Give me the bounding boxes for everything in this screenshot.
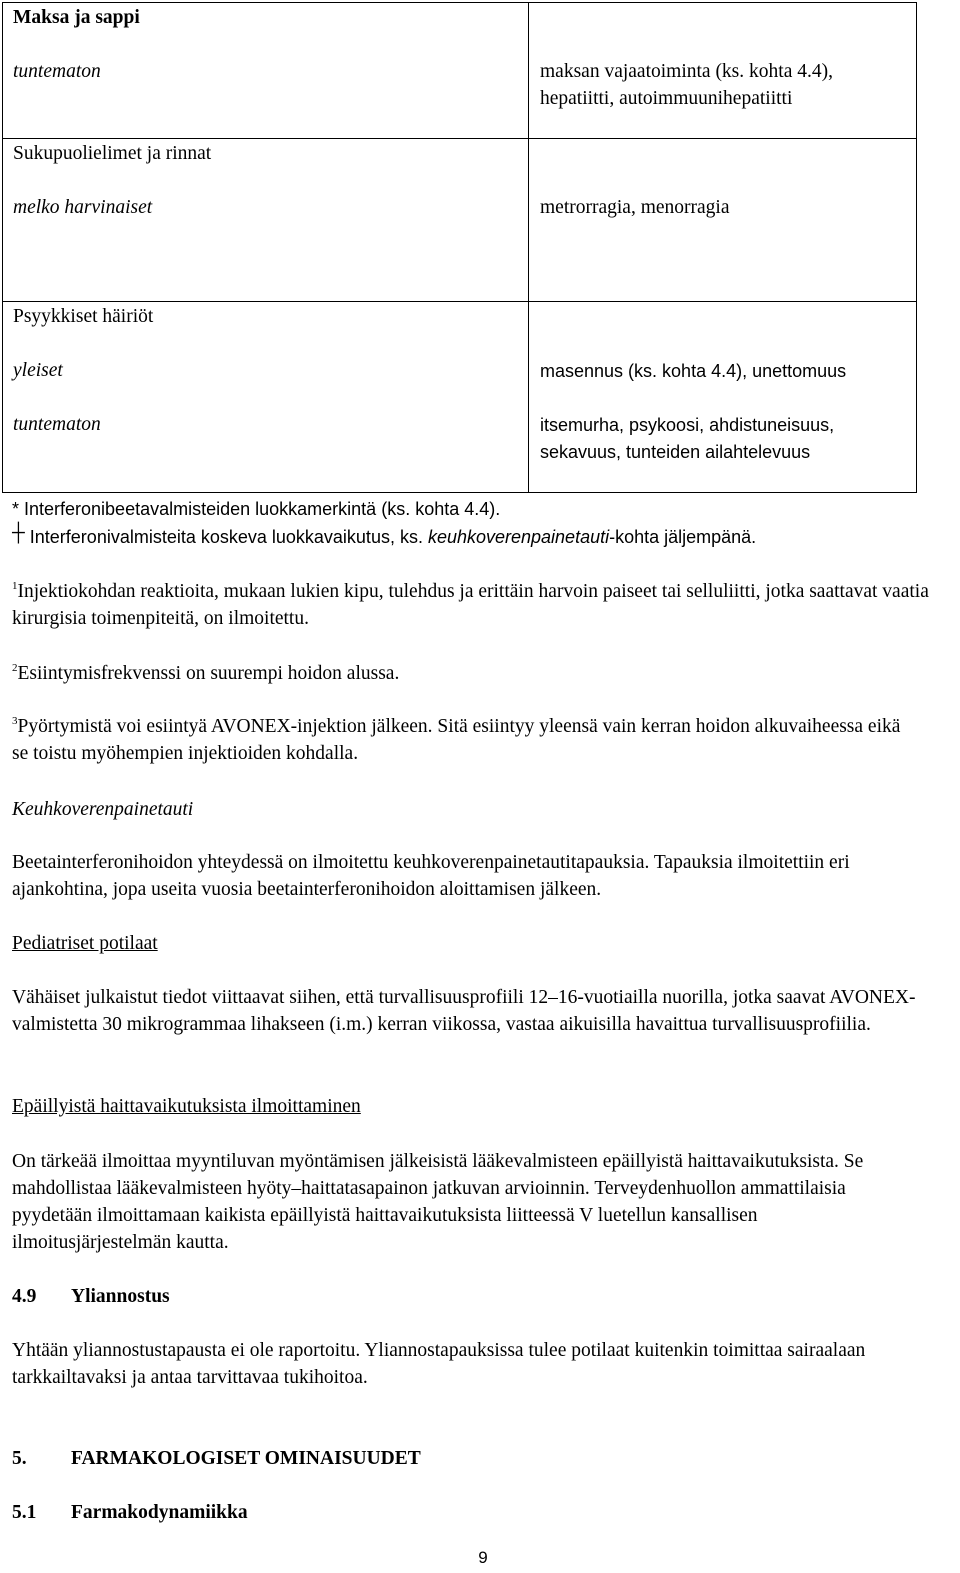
footnote-2 bbox=[12, 660, 952, 687]
overdose-text: Yhtään yliannostustapausta ei ole raportoitu. Yliannostapauksissa tulee potilaat kuitenkin toimittaa sairaalaan tarkkailtavaksi ja antaa tarvittavaa tukihoitoa. bbox=[12, 1340, 866, 1388]
section-4-9-title: Yliannostus bbox=[71, 1286, 170, 1307]
table-row bbox=[3, 302, 917, 493]
frequency-label: tuntematon bbox=[13, 414, 101, 435]
frequency-label: melko harvinaiset bbox=[13, 197, 153, 218]
section-5-title: FARMAKOLOGISET OMINAISUUDET bbox=[71, 1448, 421, 1469]
pediatric-heading: Pediatriset potilaat bbox=[12, 933, 158, 954]
adverse-effects-table bbox=[2, 2, 917, 493]
footnote-text: Pyörtymistä voi esiintyä AVONEX-injektion jälkeen. Sitä esiintyy yleensä vain kerran hoidon alkuvaiheessa eikä se toistu myöhempien injektioiden kohdalla. bbox=[12, 716, 901, 764]
table-row bbox=[3, 139, 917, 302]
frequency-label: tuntematon bbox=[13, 61, 101, 82]
footnote-text: Esiintymisfrekvenssi on suurempi hoidon alussa. bbox=[17, 663, 400, 684]
footnote-1 bbox=[12, 578, 952, 632]
section-heading: Maksa ja sappi bbox=[13, 7, 140, 28]
frequency-label: yleiset bbox=[13, 360, 63, 381]
reporting-text: On tärkeää ilmoittaa myyntiluvan myöntämisen jälkeisistä lääkevalmisteen epäillyistä haittavaikutuksista. Se mahdollistaa lääkevalmisteen hyöty–haittatasapainon jatkuvan arvioinnin. Terveydenhuollon ammattilaisia pyydetään ilmoittamaan kaikista epäillyistä haittavaikutuksista liitteessä V luetellun kansallisen ilmoitusjärjestelmän kautta. bbox=[12, 1151, 864, 1253]
effect-text: hepatiitti, autoimmuunihepatiitti bbox=[540, 88, 793, 109]
footnote-3 bbox=[12, 713, 912, 767]
section-5-1-title: Farmakodynamiikka bbox=[71, 1502, 248, 1523]
footnote-number: 1 bbox=[12, 580, 18, 592]
table-cell bbox=[529, 302, 917, 493]
section-5-1-number: 5.1 bbox=[12, 1502, 37, 1523]
page-number: 9 bbox=[478, 1548, 488, 1567]
table-cell bbox=[3, 3, 529, 139]
pulmonary-heading: Keuhkoverenpainetauti bbox=[12, 799, 194, 820]
section-4-9-number: 4.9 bbox=[12, 1286, 37, 1307]
table-cell bbox=[529, 3, 917, 139]
dagger-note-link-text: keuhkoverenpainetauti bbox=[427, 527, 610, 547]
table-row bbox=[3, 3, 917, 139]
pediatric-text: Vähäiset julkaistut tiedot viittaavat siihen, että turvallisuusprofiili 12–16-vuotiailla nuorilla, jotka saavat AVONEX-valmistetta 30 mikrogrammaa lihakseen (i.m.) kerran viikossa, vastaa aikuisilla havaittua turvallisuusprofiilia. bbox=[12, 987, 916, 1035]
table-cell bbox=[3, 139, 529, 302]
dagger-symbol: ┼ bbox=[12, 522, 25, 542]
effect-text: maksan vajaatoiminta (ks. kohta 4.4), bbox=[540, 61, 833, 82]
pulmonary-text: Beetainterferonihoidon yhteydessä on ilmoitettu keuhkoverenpainetautitapauksia. Tapauksia ilmoitettiin eri ajankohtina, jopa useita vuosia beetainterferonihoidon aloittamisen jälkeen. bbox=[12, 852, 850, 900]
effect-text: sekavuus, tunteiden ailahtelevuus bbox=[540, 442, 811, 462]
dagger-note-text-end: -kohta jäljempänä. bbox=[609, 527, 757, 547]
footnote-number: 2 bbox=[12, 662, 18, 674]
dagger-note-text: Interferonivalmisteita koskeva luokkavaikutus, ks. bbox=[29, 527, 428, 547]
reporting-heading: Epäillyistä haittavaikutuksista ilmoittaminen bbox=[12, 1096, 361, 1117]
section-heading: Psyykkiset häiriöt bbox=[13, 306, 154, 327]
table-cell bbox=[529, 139, 917, 302]
section-5-number: 5. bbox=[12, 1448, 27, 1469]
section-heading: Sukupuolielimet ja rinnat bbox=[13, 143, 212, 164]
effect-text: itsemurha, psykoosi, ahdistuneisuus, bbox=[540, 415, 835, 435]
effect-text: masennus (ks. kohta 4.4), unettomuus bbox=[540, 361, 847, 381]
table-note-dagger bbox=[12, 524, 756, 550]
table-note-star: * Interferonibeetavalmisteiden luokkamerkintä (ks. kohta 4.4). bbox=[12, 499, 501, 519]
footnote-text: Injektiokohdan reaktioita, mukaan lukien kipu, tulehdus ja erittäin harvoin paiseet tai selluliitti, jotka saattavat vaatia kirurgisia toimenpiteitä, on ilmoitettu. bbox=[12, 581, 929, 629]
footnote-number: 3 bbox=[12, 715, 18, 727]
effect-text: metrorragia, menorragia bbox=[540, 197, 730, 218]
table-cell bbox=[3, 302, 529, 493]
